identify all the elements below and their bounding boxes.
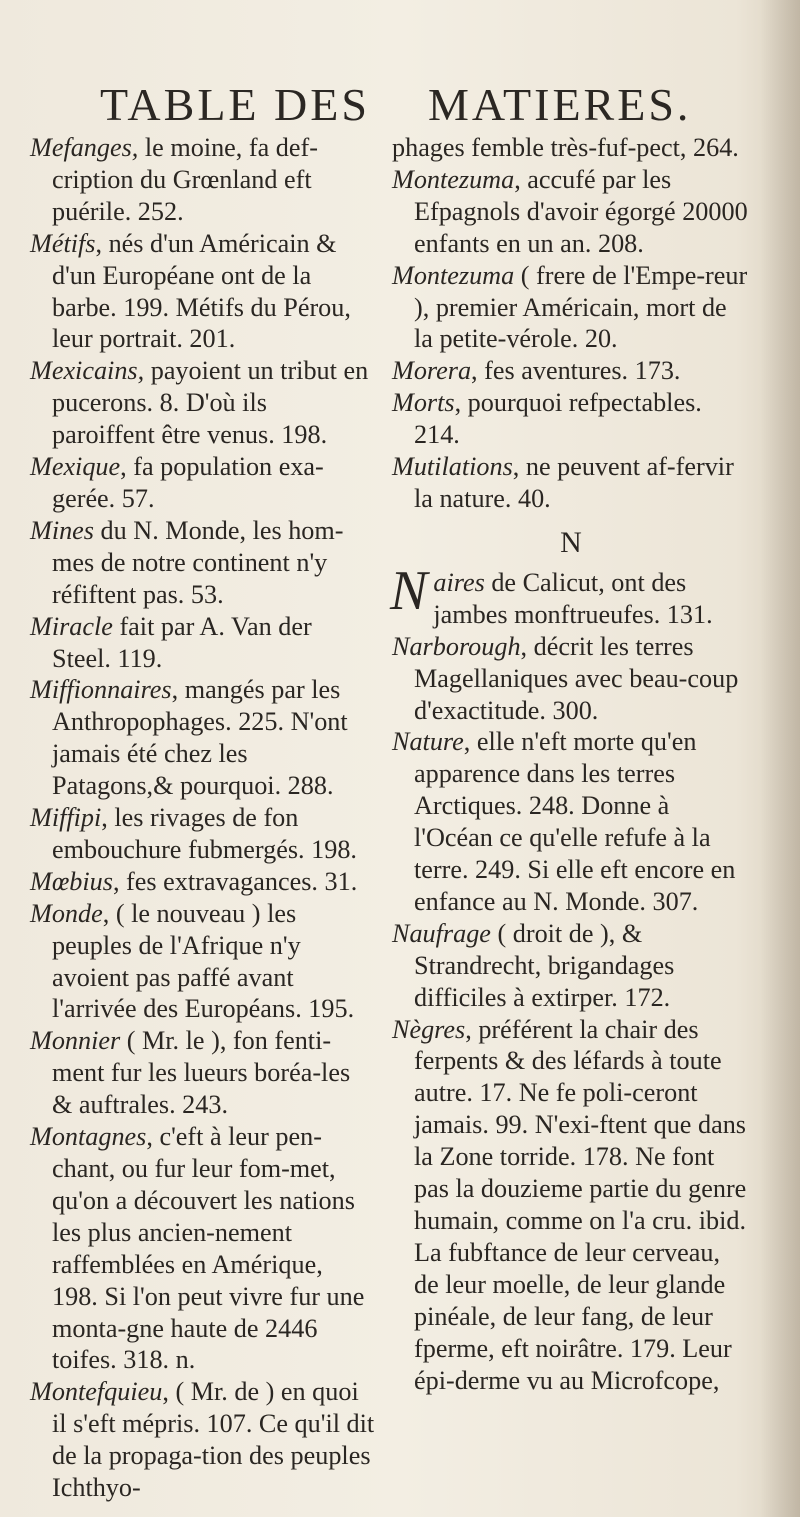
entry-headword: Morts (392, 388, 455, 418)
entry-text: fait par A. Van der Steel. 119. (52, 611, 312, 673)
entry-headword: Montefquieu (30, 1377, 163, 1407)
index-entry (30, 674, 375, 802)
entry-text: ( Mr. le ), fon fenti-ment fur les lueurs boréa-les & auftrales. 243. (52, 1026, 351, 1120)
entry-headword: Montagnes (30, 1122, 147, 1152)
right-entries-before (392, 132, 750, 515)
dropcap-letter: N (390, 559, 428, 622)
entry-text: ( frere de l'Empe-reur ), premier Américain, mort de la petite-vérole. 20. (414, 260, 748, 354)
index-entry (30, 515, 375, 611)
entry-headword: Monnier (30, 1026, 121, 1056)
index-entry (30, 611, 375, 675)
index-entry (30, 355, 375, 451)
entry-headword: Miffionnaires (30, 675, 172, 705)
index-entry (392, 387, 750, 451)
entry-text: , nés d'un Américain & d'un Européane ont de la barbe. 199. Métifs du Pérou, leur portrait. 201. (52, 228, 351, 354)
entry-text: , ( Mr. de ) en quoi il s'eft mépris. 107. Ce qu'il dit de la propaga-tion des peuples Ichthyo- (52, 1377, 375, 1503)
entry-text: , les rivages de fon embouchure fubmergés. 198. (52, 803, 357, 864)
index-entry (392, 918, 750, 1014)
index-entry (30, 898, 375, 1026)
header-left: TABLE DES (100, 79, 370, 130)
index-entry (392, 132, 750, 164)
index-entry (30, 866, 375, 898)
index-entry (30, 132, 375, 228)
entry-text: , elle n'eft morte qu'en apparence dans les terres Arctiques. 248. Donne à l'Océan ce qu'elle refufe à la terre. 249. Si elle eft encore en enfance au N. Monde. 307. (414, 727, 736, 916)
entry-headword: Nature (392, 727, 464, 757)
entry-headword: Narborough (392, 631, 521, 661)
entry-text: , préférent la chair des ferpents & des léfards à toute autre. 17. Ne fe poli-ceront jamais. 99. N'exi-ftent que dans la Zone torride. 178. Ne font pas la douzieme partie du genre humain, comme on l'a cru. ibid. La fubftance de leur cerveau, de leur moelle, de leur glande pinéale, de leur fang, de leur fperme, eft noirâtre. 179. Leur épi-derme vu au Microfcope, (414, 1014, 747, 1395)
index-entry (30, 1376, 375, 1504)
index-entry (392, 260, 750, 356)
entry-headword: Mexicains, (30, 356, 145, 386)
entry-text: payoient un tribut en pucerons. 8. D'où ils paroiffent être venus. 198. (52, 356, 369, 450)
entry-headword: Métifs (30, 228, 96, 258)
entry-headword: aires (433, 567, 485, 597)
index-entry (30, 1121, 375, 1376)
index-entry (30, 451, 375, 515)
entry-headword: Montezuma (392, 260, 515, 290)
entry-text: , fa population exa-gerée. 57. (52, 452, 324, 513)
entry-headword: Naufrage (392, 918, 491, 948)
entry-text: , ne peuvent af-fervir la nature. 40. (414, 452, 734, 513)
index-entry (392, 164, 750, 260)
entry-headword: Morera (392, 356, 472, 386)
entry-headword: Monde (30, 898, 103, 928)
entry-headword: Mexique (30, 452, 121, 482)
header-right: MATIERES. (428, 79, 692, 130)
entry-headword: Mutilations (392, 452, 513, 482)
entry-headword: Miffipi (30, 803, 102, 833)
right-entries-after (392, 631, 750, 1397)
entry-text: , c'eft à leur pen-chant, ou fur leur fom-met, qu'on a découvert les nations les plus ancien-nement raffemblées en Amérique, 198. Si l'on peut vivre fur une monta-gne haute de 2446 toifes. 318. n. (52, 1122, 365, 1375)
index-entry (30, 802, 375, 866)
entry-headword: Miracle (30, 611, 113, 641)
left-column (30, 132, 375, 1504)
index-entry (30, 228, 375, 356)
entry-text: , pourquoi refpectables. 214. (414, 388, 702, 450)
index-entry (30, 1025, 375, 1121)
entry-text: phages femble très-fuf-pect, 264. (392, 133, 739, 162)
index-entry (392, 451, 750, 515)
entry-headword: Mines (30, 515, 94, 545)
section-letter: N (560, 525, 582, 559)
index-entry (392, 726, 750, 917)
entry-text: , décrit les terres Magellaniques avec beau-coup d'exactitude. 300. (414, 631, 739, 725)
entry-headword: Montezuma (392, 164, 515, 194)
entry-text: le moine, fa def-cription du Grœnland eft puérile. 252. (52, 133, 318, 226)
entry-text: , fes aventures. 173. (471, 356, 681, 386)
entry-text: du N. Monde, les hom-mes de notre continent n'y réfiftent pas. 53. (52, 515, 344, 609)
entry-text: de Calicut, ont des jambes monftrueufes. 131. (433, 567, 713, 629)
index-entry (392, 631, 750, 727)
entry-headword: Mœbius (30, 866, 113, 896)
entry-text: , mangés par les Anthropophages. 225. N'ont jamais été chez les Patagons,& pourquoi. 288. (52, 675, 348, 801)
index-entry (392, 355, 750, 387)
index-entry (392, 1014, 750, 1397)
entry-text: , ( le nouveau ) les peuples de l'Afrique n'y avoient pas paffé avant l'arrivée des Européans. 195. (52, 898, 355, 1024)
entry-text: , fes extravagances. 31. (112, 866, 358, 896)
page-edge-shadow (760, 0, 800, 1517)
entry-text: ( droit de ), & Strandrecht, brigandages difficiles à extirper. 172. (414, 918, 675, 1012)
entry-text: , accufé par les Efpagnols d'avoir égorgé 20000 enfants en un an. 208. (414, 164, 748, 258)
entry-headword: Mefanges, (30, 133, 139, 162)
dropcap-entry (390, 559, 750, 631)
entry-headword: Nègres (392, 1014, 466, 1044)
right-column (392, 132, 750, 1396)
